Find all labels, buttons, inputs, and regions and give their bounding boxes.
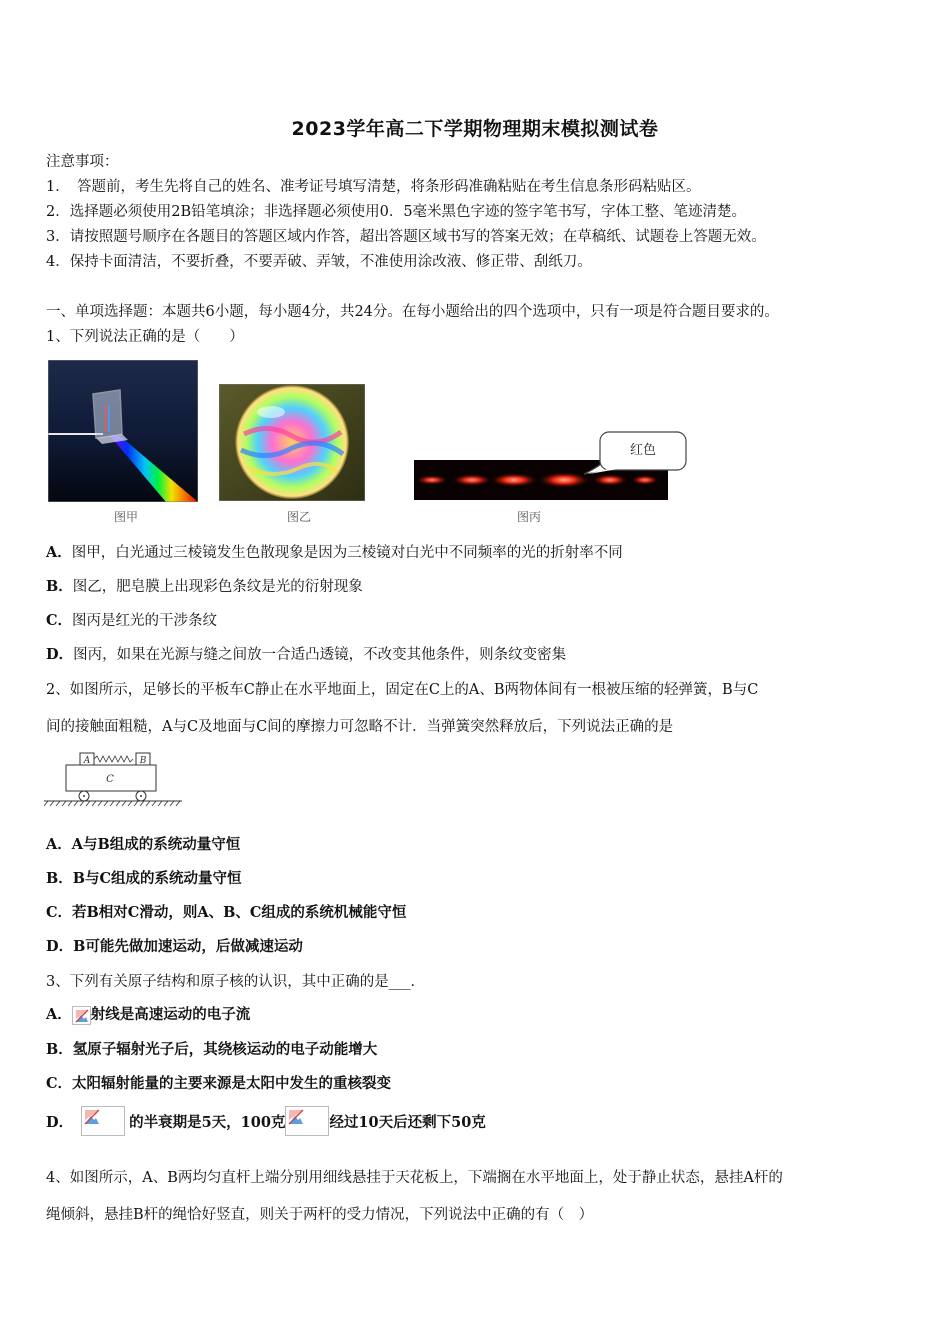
fringe-image xyxy=(412,430,692,502)
q4-stem-line2: 绳倾斜，悬挂B杆的绳恰好竖直，则关于两杆的受力情况，下列说法中正确的有（ ） xyxy=(46,1207,594,1223)
caption-fig-c: 图丙 xyxy=(517,510,542,524)
q2-option-c: C．若B相对C滑动，则A、B、C组成的系统机械能守恒 xyxy=(46,904,407,921)
q2-option-a: A．A与B组成的系统动量守恒 xyxy=(46,836,241,853)
prism-image xyxy=(48,360,198,502)
notice-item-4: 4．保持卡面清洁，不要折叠，不要弄破、弄皱，不准使用涂改液、修正带、刮纸刀。 xyxy=(46,254,592,270)
bubble-label: 红色 xyxy=(629,443,657,458)
notice-item-1: 1． 答题前，考生先将自己的姓名、准考证号填写清楚，将条形码准确粘贴在考生信息条形码粘贴区。 xyxy=(46,179,701,195)
notice-item-2: 2．选择题必须使用2B铅笔填涂；非选择题必须使用0．5毫米黑色字迹的签字笔书写，字体工整、笔迹清楚。 xyxy=(46,204,747,220)
label-a: A xyxy=(83,756,91,766)
notice-item-3: 3．请按照题号顺序在各题目的答题区域内作答，超出答题区域书写的答案无效；在草稿纸、试题卷上答题无效。 xyxy=(46,229,766,245)
broken-image-icon xyxy=(285,1106,329,1136)
notice-heading: 注意事项： xyxy=(46,154,119,170)
q3-option-c: C．太阳辐射能量的主要来源是太阳中发生的重核裂变 xyxy=(46,1075,392,1092)
broken-image-icon xyxy=(72,1006,91,1025)
q3-stem: 3、下列有关原子结构和原子核的认识，其中正确的是___． xyxy=(46,974,425,990)
q2-option-b: B．B与C组成的系统动量守恒 xyxy=(46,870,242,887)
q1-option-c: C．图丙是红光的干涉条纹 xyxy=(46,612,218,629)
q2-option-d: D．B可能先做加速运动，后做减速运动 xyxy=(46,938,303,955)
q3-option-b: B．氢原子辐射光子后，其绕核运动的电子动能增大 xyxy=(46,1041,378,1058)
q2-stem-line2: 间的接触面粗糙，A与C及地面与C间的摩擦力可忽略不计．当弹簧突然释放后，下列说法正确的是 xyxy=(46,719,674,735)
q1-option-a: A．图甲，白光通过三棱镜发生色散现象是因为三棱镜对白光中不同频率的光的折射率不同 xyxy=(46,544,623,561)
q4-stem-line1: 4、如图所示，A、B两均匀直杆上端分别用细线悬挂于天花板上，下端搁在水平地面上，处于静止状态，悬挂A杆的 xyxy=(46,1170,783,1186)
page-title: 2023学年高二下学期物理期末模拟测试卷 xyxy=(291,118,659,140)
caption-fig-b: 图乙 xyxy=(287,510,312,524)
q3-option-a: A． 射线是高速运动的电子流 xyxy=(46,1006,251,1023)
q2-stem-line1: 2、如图所示，足够长的平板车C静止在水平地面上，固定在C上的A、B两物体间有一根被压缩的轻弹簧，B与C xyxy=(46,682,759,698)
q3-option-d: D． 的半衰期是5天，100克 经过10天后还剩下50克 xyxy=(46,1106,486,1140)
label-c: C xyxy=(106,774,114,785)
q1-option-b: B．图乙，肥皂膜上出现彩色条纹是光的衍射现象 xyxy=(46,578,363,595)
cart-diagram xyxy=(44,748,184,810)
soap-bubble-image xyxy=(219,384,365,501)
q1-option-d: D．图丙，如果在光源与缝之间放一合适凸透镜，不改变其他条件，则条纹变密集 xyxy=(46,646,567,663)
caption-fig-a: 图甲 xyxy=(114,510,139,524)
q1-stem: 1、下列说法正确的是（ ） xyxy=(46,329,244,345)
broken-image-icon xyxy=(81,1106,125,1136)
label-b: B xyxy=(139,756,147,766)
section-heading: 一、单项选择题：本题共6小题，每小题4分，共24分。在每小题给出的四个选项中，只有一项是符合题目要求的。 xyxy=(46,304,779,320)
